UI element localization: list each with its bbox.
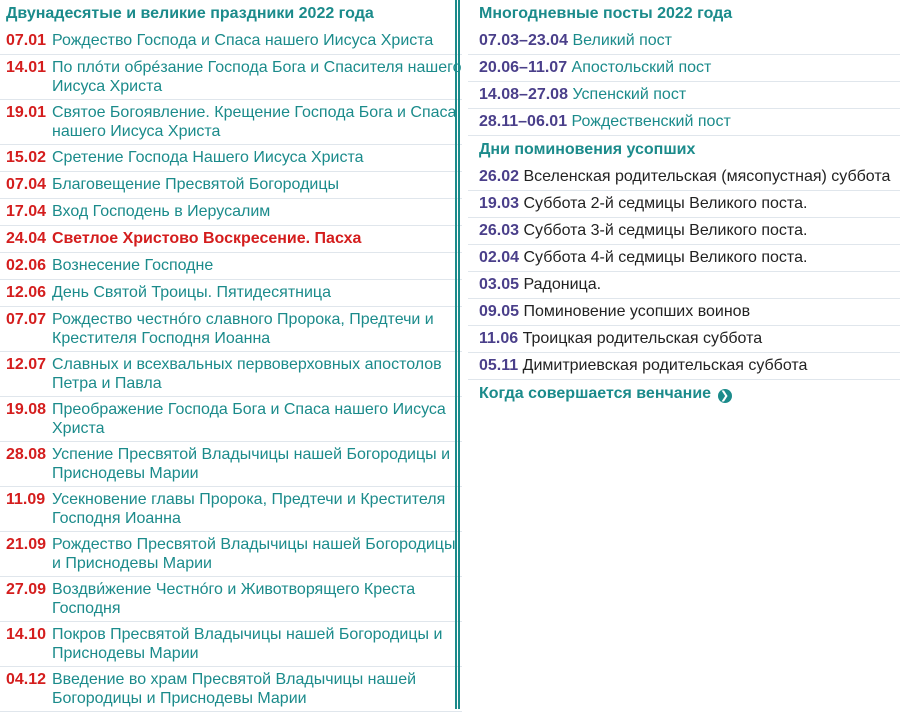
memorial-date: 09.05 (479, 303, 520, 320)
feasts-heading: Двунадесятые и великие праздники 2022 года (6, 5, 374, 22)
feast-row (0, 442, 462, 487)
feast-date: 15.02 (6, 149, 47, 166)
feast-row (0, 667, 462, 712)
feast-row (0, 55, 462, 100)
fast-link[interactable]: Успенский пост (572, 86, 687, 103)
feast-date: 27.09 (6, 581, 47, 598)
memorial-date: 26.02 (479, 168, 520, 185)
memorial-name: Троицкая родительская суббота (522, 330, 763, 347)
fast-dates: 28.11–06.01 (479, 113, 568, 130)
memorial-name: Суббота 4-й седмицы Великого поста. (523, 249, 808, 266)
feast-link[interactable]: Славных и всехвальных первоверховных апостолов Петра и Павла (52, 356, 442, 392)
memorial-date: 11.06 (479, 330, 519, 347)
feast-row (0, 352, 462, 397)
fast-link[interactable]: Апостольский пост (571, 59, 712, 76)
fast-row (468, 109, 900, 136)
feast-row-easter (0, 226, 462, 253)
memorial-date: 02.04 (479, 249, 520, 266)
feast-date: 11.09 (6, 491, 46, 508)
feast-date: 24.04 (6, 230, 47, 247)
feast-row (0, 280, 462, 307)
feast-link[interactable]: Покров Пресвятой Владычицы нашей Богородицы и Приснодевы Марии (52, 626, 443, 662)
feast-link[interactable]: Вознесение Господне (52, 257, 214, 274)
wedding-link-label: Когда совершается венчание (479, 385, 712, 402)
feast-link[interactable]: Благовещение Пресвятой Богородицы (52, 176, 340, 193)
feast-date: 12.06 (6, 284, 47, 301)
feast-date: 19.08 (6, 401, 47, 418)
feast-row (0, 487, 462, 532)
feast-link[interactable]: Введение во храм Пресвятой Владычицы нашей Богородицы и Приснодевы Марии (52, 671, 417, 707)
feast-link[interactable]: День Святой Троицы. Пятидесятница (52, 284, 331, 301)
feast-date: 19.01 (6, 104, 47, 121)
memorial-name: Димитриевская родительская суббота (522, 357, 808, 374)
wedding-link[interactable] (468, 380, 900, 407)
feast-row (0, 532, 462, 577)
feast-date: 17.04 (6, 203, 47, 220)
feast-row (0, 622, 462, 667)
fast-dates: 14.08–27.08 (479, 86, 568, 103)
feast-row (0, 307, 462, 352)
fast-dates: 07.03–23.04 (479, 32, 568, 49)
memorial-row (468, 353, 900, 380)
feast-row (0, 253, 462, 280)
memorial-name: Радоница. (523, 276, 602, 293)
column-divider (455, 0, 460, 709)
fast-link[interactable]: Рождественский пост (571, 113, 731, 130)
feast-link[interactable]: Преображение Господа Бога и Спаса нашего Иисуса Христа (52, 401, 446, 437)
feast-date: 21.09 (6, 536, 47, 553)
memorial-row (468, 299, 900, 326)
feast-link[interactable]: Святое Богоявление. Крещение Господа Бога и Спаса нашего Иисуса Христа (52, 104, 457, 140)
feast-row (0, 397, 462, 442)
memorial-date: 05.11 (479, 357, 519, 374)
feast-date: 07.04 (6, 176, 47, 193)
feast-link[interactable]: Сретение Господа Нашего Иисуса Христа (52, 149, 364, 166)
feast-date: 02.06 (6, 257, 47, 274)
chevron-right-circle-icon: ❯ (718, 389, 732, 403)
feast-link[interactable]: Рождество честнóго славного Пророка, Предтечи и Крестителя Господня Иоанна (52, 311, 434, 347)
feast-link[interactable]: Рождество Господа и Спаса нашего Иисуса Христа (52, 32, 434, 49)
feast-date: 28.08 (6, 446, 47, 463)
feast-date: 07.01 (6, 32, 47, 49)
fast-row (468, 55, 900, 82)
feast-row (0, 577, 462, 622)
fast-row (468, 82, 900, 109)
feast-row (0, 172, 462, 199)
feast-link[interactable]: Усекновение главы Пророка, Предтечи и Крестителя Господня Иоанна (52, 491, 446, 527)
feast-date: 04.12 (6, 671, 47, 688)
fasts-memorial-column (468, 0, 900, 407)
feast-date: 14.01 (6, 59, 47, 76)
memorial-row (468, 245, 900, 272)
memorial-name: Суббота 3-й седмицы Великого поста. (523, 222, 808, 239)
feast-row (0, 28, 462, 55)
memorial-row (468, 191, 900, 218)
memorial-name: Вселенская родительская (мясопустная) суббота (523, 168, 891, 185)
fasts-heading: Многодневные посты 2022 года (479, 5, 733, 22)
feast-date: 14.10 (6, 626, 47, 643)
feast-row (0, 199, 462, 226)
feast-link[interactable]: Светлое Христово Воскресение. Пасха (52, 230, 362, 247)
feast-link[interactable]: Успение Пресвятой Владычицы нашей Богородицы и Приснодевы Марии (52, 446, 451, 482)
feast-link[interactable]: Рождество Пресвятой Владычицы нашей Богородицы и Приснодевы Марии (52, 536, 456, 572)
memorial-name: Суббота 2-й седмицы Великого поста. (523, 195, 808, 212)
feast-row (0, 145, 462, 172)
fast-row (468, 28, 900, 55)
memorial-date: 03.05 (479, 276, 520, 293)
memorial-date: 26.03 (479, 222, 520, 239)
memorial-row (468, 272, 900, 299)
memorial-row (468, 326, 900, 353)
feast-link[interactable]: Вход Господень в Иерусалим (52, 203, 271, 220)
memorial-date: 19.03 (479, 195, 520, 212)
memorial-row (468, 164, 900, 191)
feast-link[interactable]: Воздви́жение Честнóго и Животворящего Креста Господня (52, 581, 416, 617)
feast-link[interactable]: По плóти обрéзание Господа Бога и Спасителя нашего Иисуса Христа (52, 59, 462, 95)
memorial-heading: Дни поминовения усопших (479, 141, 696, 158)
feast-date: 07.07 (6, 311, 47, 328)
memorial-row (468, 218, 900, 245)
fast-dates: 20.06–11.07 (479, 59, 568, 76)
fast-link[interactable]: Великий пост (572, 32, 672, 49)
memorial-name: Поминовение усопших воинов (523, 303, 751, 320)
feast-date: 12.07 (6, 356, 47, 373)
feast-row (0, 100, 462, 145)
